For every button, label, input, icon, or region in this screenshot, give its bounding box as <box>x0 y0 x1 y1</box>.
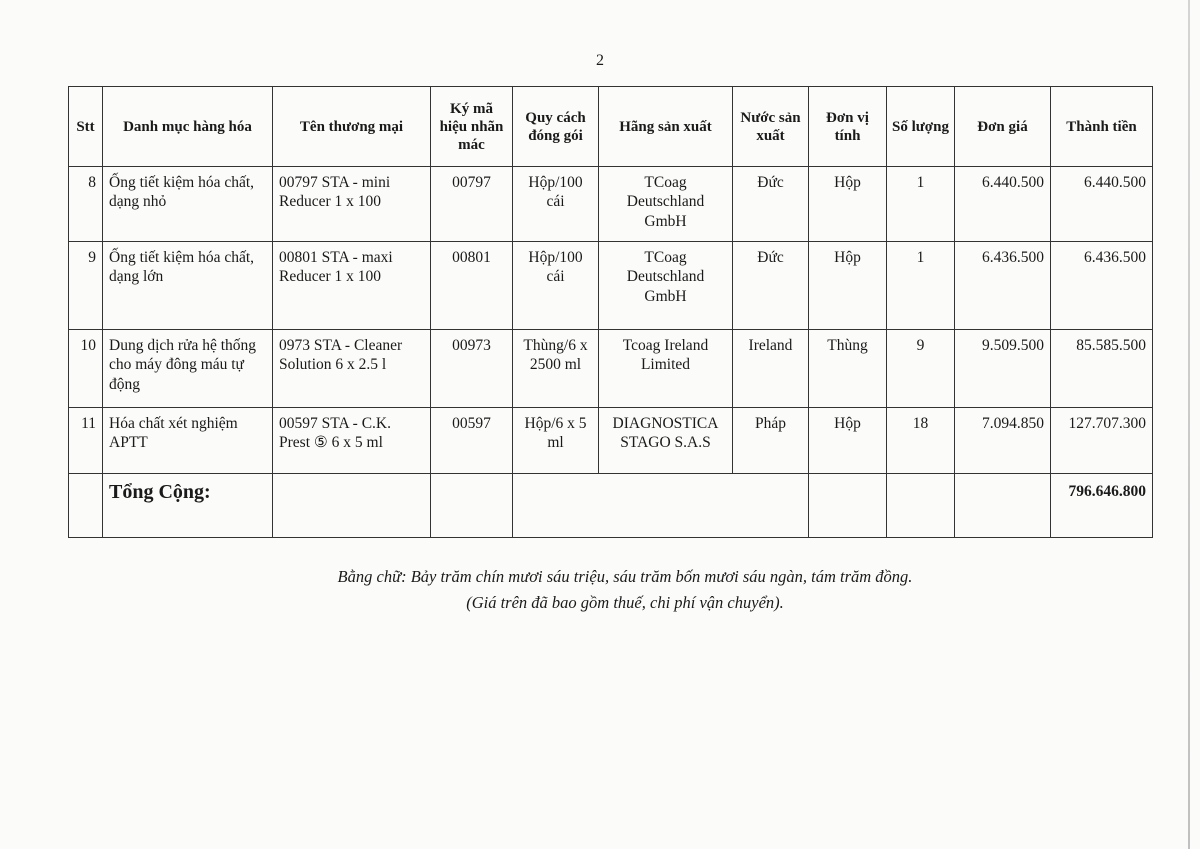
cell-don-gia: 6.440.500 <box>955 167 1051 242</box>
cell-thanh-tien: 85.585.500 <box>1051 330 1153 408</box>
cell-thanh-tien: 6.440.500 <box>1051 167 1153 242</box>
total-empty-cell <box>809 474 887 538</box>
table-row <box>69 330 1153 408</box>
cell-quy-cach: Hộp/6 x 5 ml <box>513 408 599 474</box>
total-row <box>69 474 1153 538</box>
cell-thanh-tien: 127.707.300 <box>1051 408 1153 474</box>
table-row <box>69 167 1153 242</box>
cell-ten-thuong-mai: 0973 STA - Cleaner Solution 6 x 2.5 l <box>273 330 431 408</box>
cell-ten-thuong-mai: 00597 STA - C.K. Prest ⑤ 6 x 5 ml <box>273 408 431 474</box>
cell-nuoc-san-xuat: Đức <box>733 242 809 330</box>
cell-ky-ma-hieu: 00801 <box>431 242 513 330</box>
cell-don-gia: 6.436.500 <box>955 242 1051 330</box>
header-stt: Stt <box>69 87 103 167</box>
header-nuoc-san-xuat: Nước sản xuất <box>733 87 809 167</box>
cell-ten-thuong-mai: 00801 STA - maxi Reducer 1 x 100 <box>273 242 431 330</box>
scan-edge-shadow <box>1188 0 1190 849</box>
header-don-vi-tinh: Đơn vị tính <box>809 87 887 167</box>
header-so-luong: Số lượng <box>887 87 955 167</box>
cell-stt: 9 <box>69 242 103 330</box>
price-note: (Giá trên đã bao gồm thuế, chi phí vận chuyển). <box>466 592 784 612</box>
header-hang-san-xuat: Hãng sản xuất <box>599 87 733 167</box>
table-row <box>69 408 1153 474</box>
amount-in-words: Bằng chữ: Bảy trăm chín mươi sáu triệu, sáu trăm bốn mươi sáu ngàn, tám trăm đồng. <box>337 567 913 586</box>
cell-quy-cach: Hộp/100 cái <box>513 167 599 242</box>
cell-hang-san-xuat: Tcoag Ireland Limited <box>599 330 733 408</box>
cell-don-vi-tinh: Hộp <box>809 242 887 330</box>
header-don-gia: Đơn giá <box>955 87 1051 167</box>
cell-quy-cach: Hộp/100 cái <box>513 242 599 330</box>
cell-don-vi-tinh: Thùng <box>809 330 887 408</box>
total-empty-cell <box>887 474 955 538</box>
cell-nuoc-san-xuat: Pháp <box>733 408 809 474</box>
cell-so-luong: 1 <box>887 242 955 330</box>
total-empty-cell <box>955 474 1051 538</box>
total-empty-cell <box>431 474 513 538</box>
cell-stt: 11 <box>69 408 103 474</box>
cell-hang-san-xuat: TCoag Deutschland GmbH <box>599 242 733 330</box>
page-number: 2 <box>596 52 604 69</box>
amount-in-words-block <box>0 564 1200 615</box>
cell-don-vi-tinh: Hộp <box>809 408 887 474</box>
cell-hang-san-xuat: DIAGNOSTICA STAGO S.A.S <box>599 408 733 474</box>
header-danh-muc: Danh mục hàng hóa <box>103 87 273 167</box>
table-row <box>69 242 1153 330</box>
cell-danh-muc: Dung dịch rửa hệ thống cho máy đông máu tự động <box>103 330 273 408</box>
cell-stt: 10 <box>69 330 103 408</box>
total-value: 796.646.800 <box>1051 474 1153 538</box>
cell-nuoc-san-xuat: Đức <box>733 167 809 242</box>
cell-ky-ma-hieu: 00797 <box>431 167 513 242</box>
cell-nuoc-san-xuat: Ireland <box>733 330 809 408</box>
header-ten-thuong-mai: Tên thương mại <box>273 87 431 167</box>
cell-so-luong: 1 <box>887 167 955 242</box>
goods-table <box>68 86 1153 538</box>
total-empty-cell <box>513 474 809 538</box>
cell-hang-san-xuat: TCoag Deutschland GmbH <box>599 167 733 242</box>
total-empty-cell <box>273 474 431 538</box>
cell-don-vi-tinh: Hộp <box>809 167 887 242</box>
cell-quy-cach: Thùng/6 x 2500 ml <box>513 330 599 408</box>
total-label: Tổng Cộng: <box>103 474 273 538</box>
cell-ten-thuong-mai: 00797 STA - mini Reducer 1 x 100 <box>273 167 431 242</box>
cell-ky-ma-hieu: 00597 <box>431 408 513 474</box>
cell-stt: 8 <box>69 167 103 242</box>
cell-don-gia: 7.094.850 <box>955 408 1051 474</box>
header-thanh-tien: Thành tiền <box>1051 87 1153 167</box>
cell-ky-ma-hieu: 00973 <box>431 330 513 408</box>
cell-thanh-tien: 6.436.500 <box>1051 242 1153 330</box>
cell-danh-muc: Hóa chất xét nghiệm APTT <box>103 408 273 474</box>
cell-so-luong: 9 <box>887 330 955 408</box>
cell-danh-muc: Ống tiết kiệm hóa chất, dạng nhỏ <box>103 167 273 242</box>
total-empty-cell <box>69 474 103 538</box>
cell-don-gia: 9.509.500 <box>955 330 1051 408</box>
cell-danh-muc: Ống tiết kiệm hóa chất, dạng lớn <box>103 242 273 330</box>
header-quy-cach: Quy cách đóng gói <box>513 87 599 167</box>
table-header-row <box>69 87 1153 167</box>
cell-so-luong: 18 <box>887 408 955 474</box>
header-ky-ma-hieu: Ký mã hiệu nhãn mác <box>431 87 513 167</box>
